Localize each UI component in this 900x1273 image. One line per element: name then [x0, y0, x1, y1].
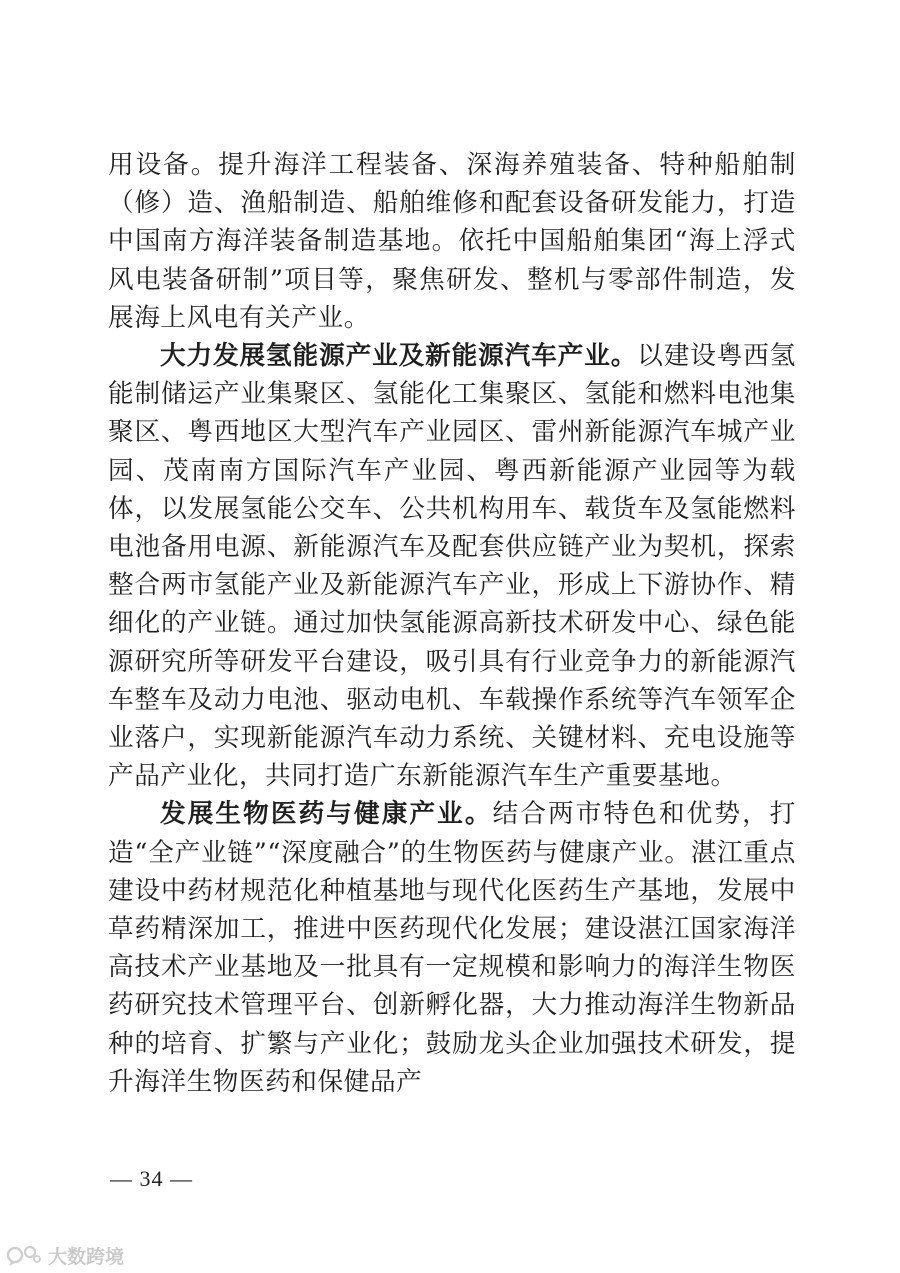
paragraph-continuation: [108, 146, 796, 337]
paragraph-lead: 发展生物医药与健康产业。: [160, 799, 493, 830]
paragraph-text: 用设备。提升海洋工程装备、深海养殖装备、特种船舶制（修）造、渔船制造、船舶维修和配套设备研发能力，打造中国南方海洋装备制造基地。依托中国船舶集团“海上浮式风电装备研制”项目等，聚焦研发、整机与零部件制造，发展海上风电有关产业。: [108, 150, 796, 333]
paragraph-lead: 大力发展氢能源产业及新能源汽车产业。: [160, 341, 638, 372]
watermark: [6, 1242, 124, 1268]
paragraph-text: 以建设粤西氢能制储运产业集聚区、氢能化工集聚区、氢能和燃料电池集聚区、粤西地区大型汽车产业园区、雷州新能源汽车城产业园、茂南南方国际汽车产业园、粤西新能源产业园等为载体，以发展氢能公交车、公共机构用车、载货车及氢能燃料电池备用电源、新能源汽车及配套供应链产业为契机，探索整合两市氢能产业及新能源汽车产业，形成上下游协作、精细化的产业链。通过加快氢能源高新技术研发中心、绿色能源研究所等研发平台建设，吸引具有行业竞争力的新能源汽车整车及动力电池、驱动电机、车载操作系统等汽车领军企业落户，实现新能源汽车动力系统、关键材料、充电设施等产品产业化，共同打造广东新能源汽车生产重要基地。: [108, 341, 796, 792]
page-number: — 34 —: [110, 1166, 193, 1191]
watermark-text: 大数跨境: [48, 1245, 125, 1268]
paragraph-biomedicine: [108, 795, 796, 1101]
bubble-logo-icon: [6, 1243, 42, 1267]
paragraph-hydrogen-energy: [108, 337, 796, 795]
document-body: [108, 146, 796, 1101]
paragraph-text: 结合两市特色和优势，打造“全产业链”“深度融合”的生物医药与健康产业。湛江重点建设中药材规范化种植基地与现代化医药生产基地，发展中草药精深加工，推进中医药现代化发展；建设湛江国家海洋高技术产业基地及一批具有一定规模和影响力的海洋生物医药研究技术管理平台、创新孵化器，大力推动海洋生物新品种的培育、扩繁与产业化；鼓励龙头企业加强技术研发，提升海洋生物医药和保健品产: [108, 799, 796, 1097]
